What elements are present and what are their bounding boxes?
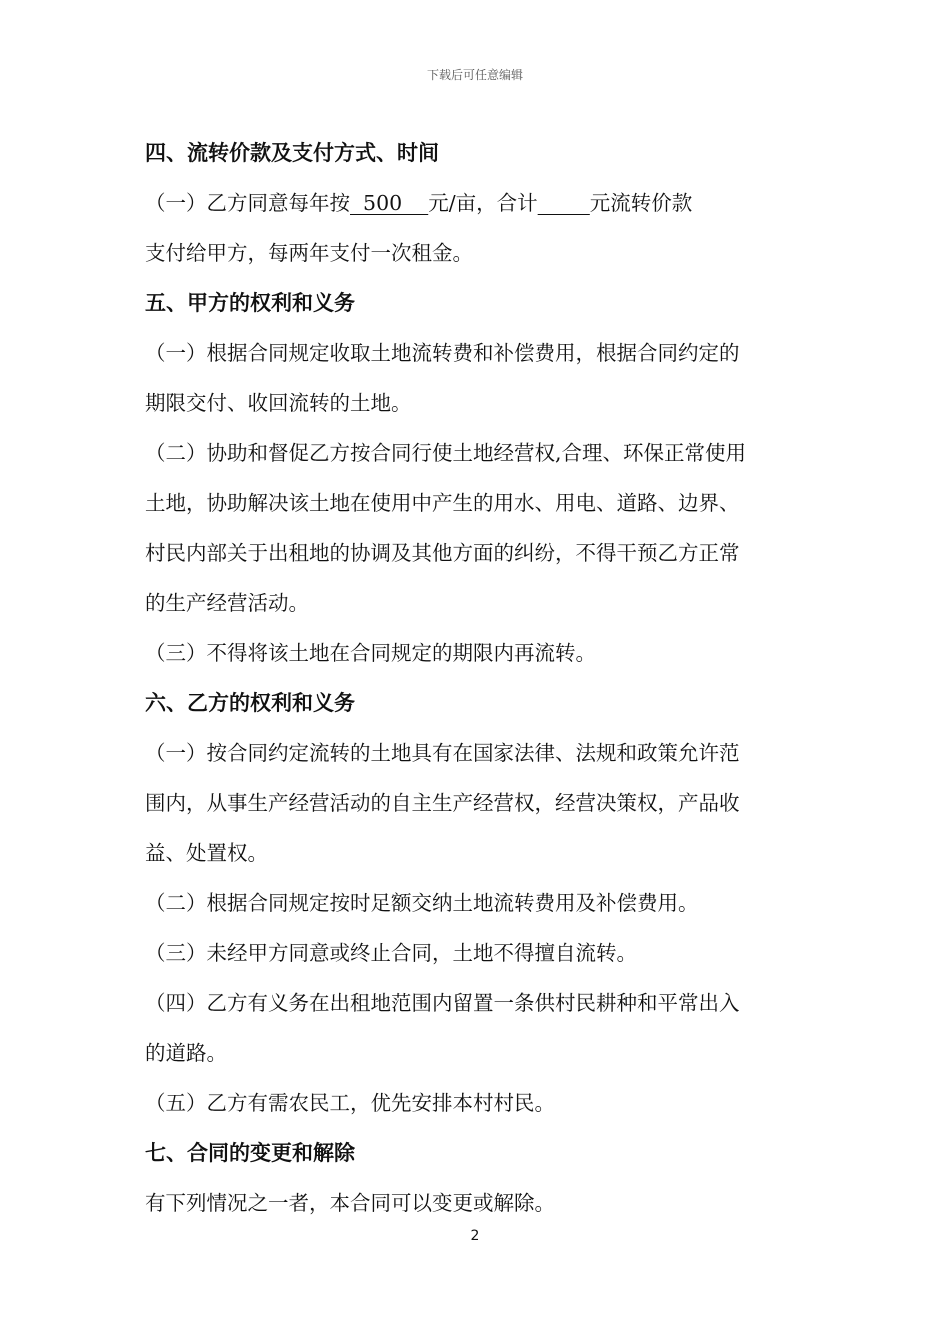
paragraph-line: 有下列情况之一者，本合同可以变更或解除。: [145, 1191, 555, 1215]
section-heading-6: 六、乙方的权利和义务: [145, 691, 355, 715]
paragraph-line: 益、处置权。: [145, 841, 268, 865]
page-header: 下载后可任意编辑: [426, 68, 523, 82]
document-body: [145, 128, 815, 1228]
paragraph-line: 支付给甲方，每两年支付一次租金。: [145, 241, 473, 265]
paragraph-line: （五）乙方有需农民工，优先安排本村村民。: [145, 1091, 555, 1115]
paragraph-line: 围内，从事生产经营活动的自主生产经营权，经营决策权，产品收: [145, 791, 740, 815]
paragraph-line: （二）协助和督促乙方按合同行使土地经营权,合理、环保正常使用: [145, 441, 747, 465]
paragraph-line: 的道路。: [145, 1041, 227, 1065]
total-blank: [538, 191, 590, 215]
text-segment: 元/亩，合计: [428, 191, 538, 215]
paragraph-line: 村民内部关于出租地的协调及其他方面的纠纷，不得干预乙方正常: [145, 541, 740, 565]
paragraph-line: 期限交付、收回流转的土地。: [145, 391, 412, 415]
paragraph-line: （三）不得将该土地在合同规定的期限内再流转。: [145, 641, 596, 665]
section-heading-7: 七、合同的变更和解除: [145, 1141, 355, 1165]
paragraph-line: （三）未经甲方同意或终止合同，土地不得擅自流转。: [145, 941, 637, 965]
amount-blank-filled: 500: [350, 191, 429, 215]
paragraph-line: （一）按合同约定流转的土地具有在国家法律、法规和政策允许范: [145, 741, 740, 765]
paragraph-4-1: [145, 178, 815, 228]
paragraph-line: （四）乙方有义务在出租地范围内留置一条供村民耕种和平常出入: [145, 991, 740, 1015]
paragraph-line: （一）根据合同规定收取土地流转费和补偿费用，根据合同约定的: [145, 341, 740, 365]
paragraph-line: 的生产经营活动。: [145, 591, 309, 615]
section-heading-5: 五、甲方的权利和义务: [145, 291, 355, 315]
page-number: 2: [470, 1228, 480, 1244]
paragraph-line: 土地，协助解决该土地在使用中产生的用水、用电、道路、边界、: [145, 491, 740, 515]
paragraph-line: （二）根据合同规定按时足额交纳土地流转费用及补偿费用。: [145, 891, 699, 915]
section-heading-4: 四、流转价款及支付方式、时间: [145, 141, 439, 165]
text-segment: 元流转价款: [589, 191, 693, 215]
text-segment: （一）乙方同意每年按: [145, 191, 350, 215]
